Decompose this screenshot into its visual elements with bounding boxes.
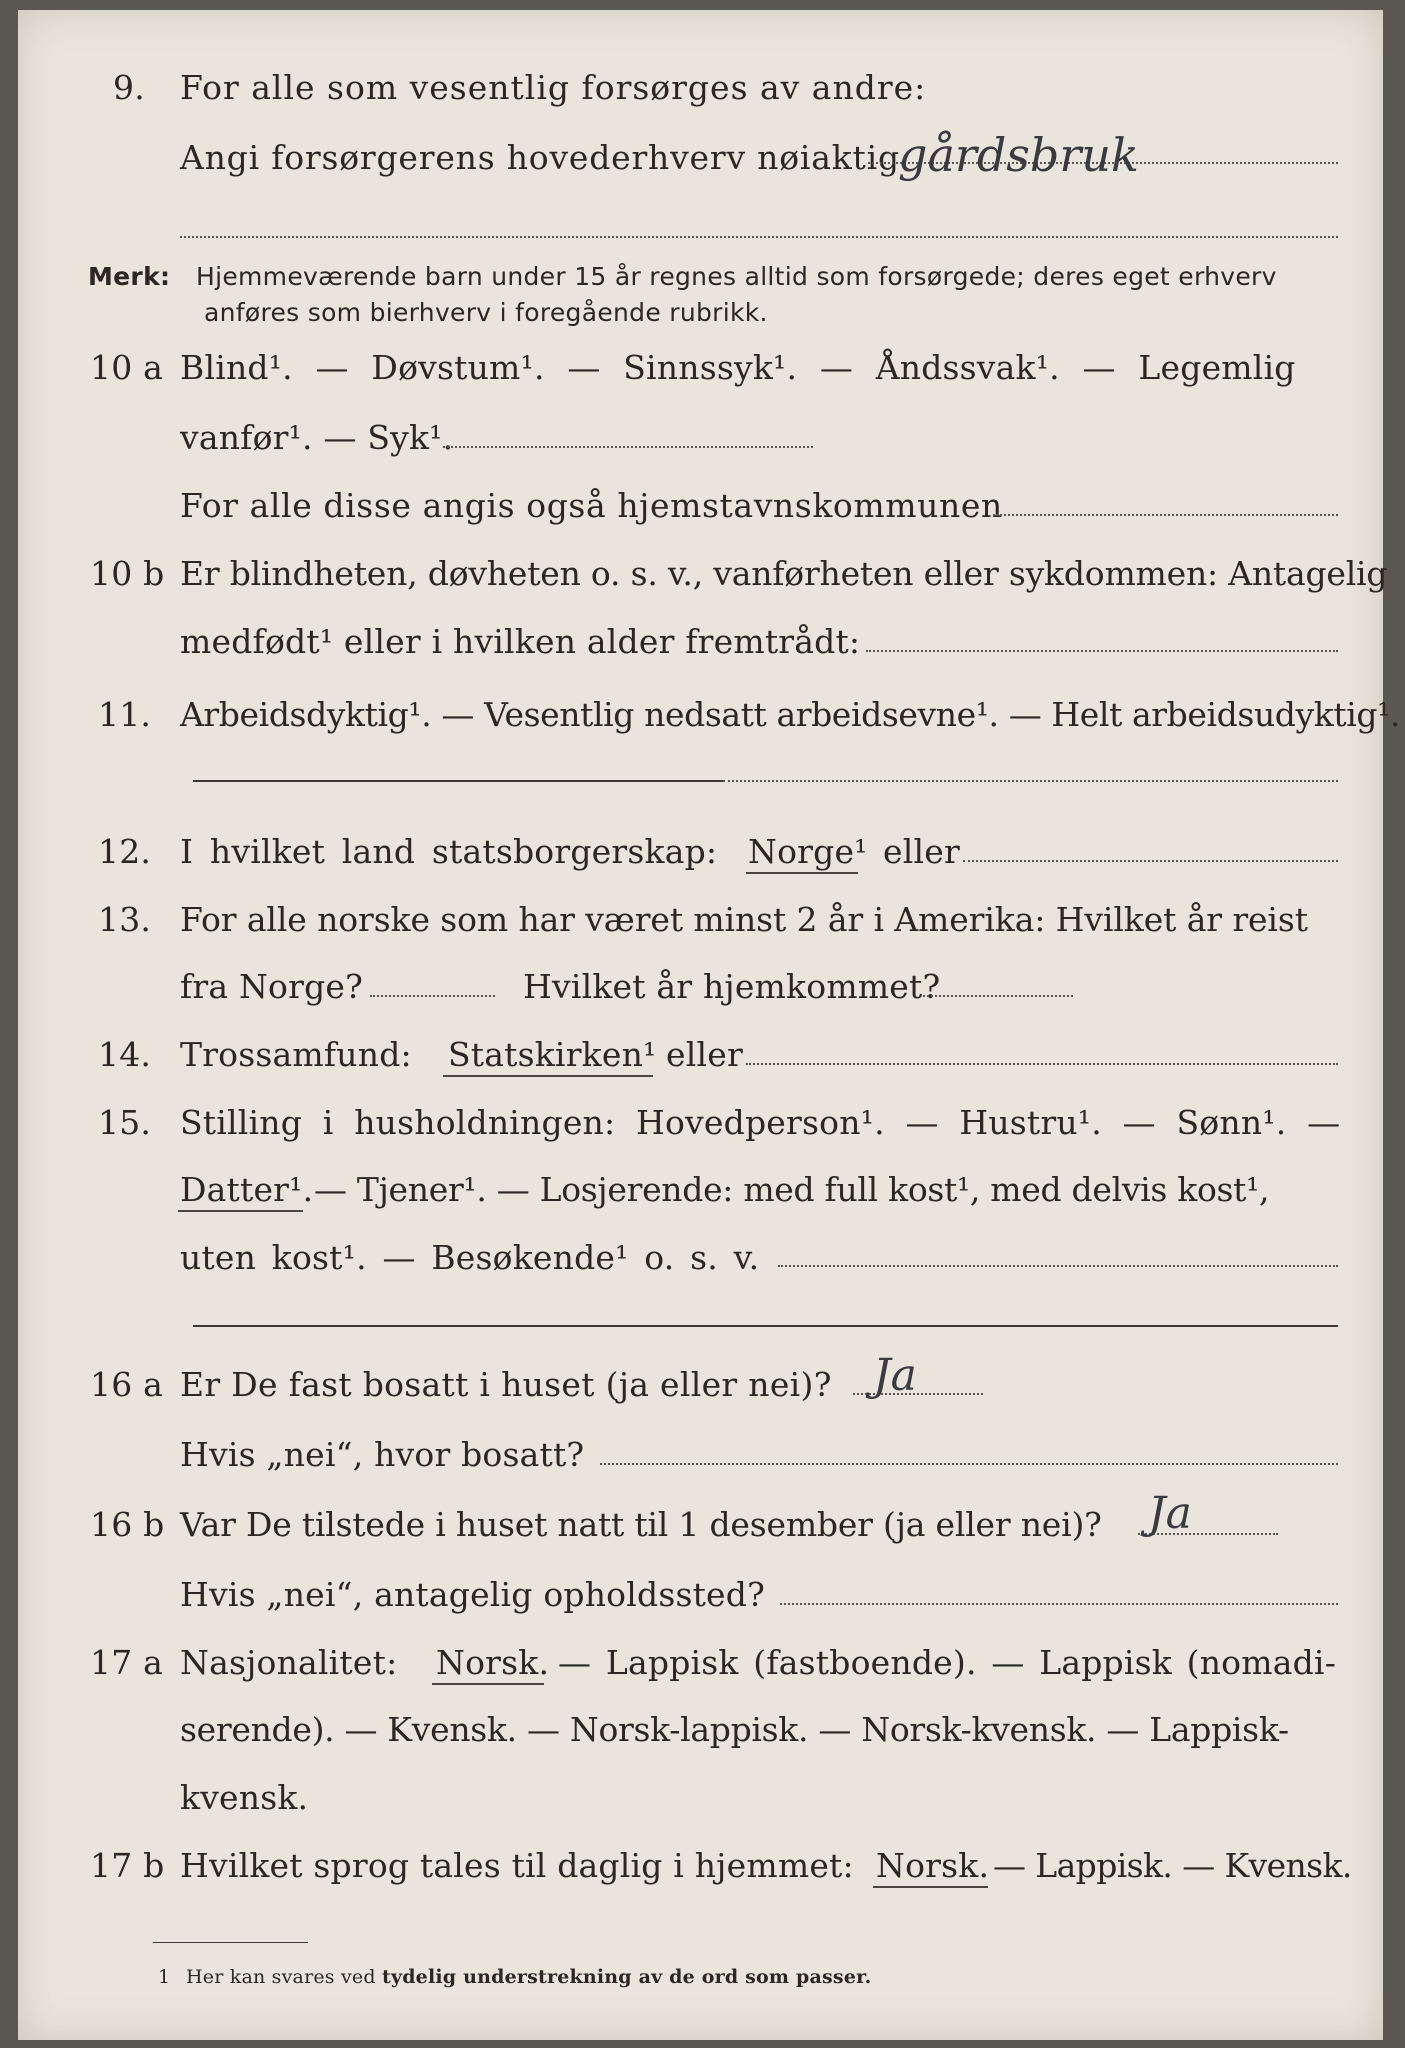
q13-line2b: Hvilket år hjemkommet?	[523, 967, 941, 1006]
q10b-answer-line	[866, 650, 1338, 652]
q9-line2: Angi forsørgerens hovederhverv nøiaktig	[180, 138, 900, 177]
footnote-text-bold: tydelig understrekning av de ord som passer.	[381, 1966, 872, 1988]
q10b-number: 10 b	[90, 554, 165, 593]
q14-label: Trossamfund:	[180, 1035, 412, 1074]
footnote-text	[186, 1966, 871, 1988]
q12-eller: eller	[883, 832, 960, 871]
q10a-line3: For alle disse angis også hjemstavnskommunen	[180, 486, 1003, 525]
q16a-bosatt-line	[600, 1463, 1338, 1465]
q12-number: 12.	[98, 832, 152, 871]
q16b-line2: Hvis „nei“, antagelig opholdssted?	[180, 1575, 765, 1614]
q16b-line1: Var De tilstede i huset natt til 1 desember (ja eller nei)?	[180, 1505, 1102, 1544]
q16a-line1: Er De fast bosatt i huset (ja eller nei)?	[180, 1365, 832, 1404]
census-form-page	[18, 10, 1401, 2040]
q16a-handwritten-answer: Ja	[873, 1350, 917, 1401]
q17a-norsk-underline	[432, 1683, 544, 1685]
q10a-line2: vanfør¹. — Syk¹.	[180, 418, 454, 457]
q17b-line1a: Hvilket sprog tales til daglig i hjemmet:	[180, 1846, 854, 1885]
q17b-norsk-underline	[873, 1886, 988, 1888]
q15-number: 15.	[98, 1103, 152, 1142]
q16a-number: 16 a	[90, 1365, 163, 1404]
q15-datter-underline	[178, 1210, 303, 1212]
q9-line1: For alle som vesentlig forsørges av andre:	[180, 68, 927, 107]
q15-line3: uten kost¹. — Besøkende¹ o. s. v.	[180, 1238, 760, 1277]
q13-line2a: fra Norge?	[180, 967, 364, 1006]
q11-underline	[193, 780, 723, 782]
q10a-answer-line	[443, 446, 813, 448]
q14-answer-line	[746, 1063, 1338, 1065]
q15-line2: — Tjener¹. — Losjerende: med full kost¹, med delvis kost¹,	[314, 1170, 1270, 1209]
q9-number: 9.	[113, 68, 145, 107]
q10a-line1: Blind¹. — Døvstum¹. — Sinnssyk¹. — Åndssvak¹. — Legemlig	[180, 348, 1296, 387]
q17a-number: 17 a	[90, 1643, 163, 1682]
q16b-handwritten-answer: Ja	[1148, 1488, 1192, 1539]
q17b-number: 17 b	[90, 1846, 165, 1885]
q13-reist-line	[370, 995, 495, 997]
q10b-line1: Er blindheten, døvheten o. s. v., vanførheten eller sykdommen: Antagelig	[180, 554, 1388, 593]
q15-datter: Datter¹.	[180, 1170, 314, 1209]
q13-line1: For alle norske som har været minst 2 år i Amerika: Hvilket år reist	[180, 900, 1308, 939]
q17a-norsk: Norsk.	[436, 1643, 550, 1682]
footnote-rule	[153, 1942, 308, 1943]
q11-answer-line	[723, 780, 1338, 782]
q16b-opholdssted-line	[780, 1603, 1338, 1605]
q13-number: 13.	[98, 900, 152, 939]
q16a-line2: Hvis „nei“, hvor bosatt?	[180, 1435, 585, 1474]
q9-handwritten-answer: gårdsbruk	[898, 128, 1139, 182]
q12-line: I hvilket land statsborgerskap:	[180, 832, 718, 871]
q15-answer-line	[778, 1265, 1338, 1267]
q17a-label: Nasjonalitet:	[180, 1643, 398, 1682]
merk-line1: Hjemmeværende barn under 15 år regnes alltid som forsørgede; deres eget erhverv	[196, 262, 1277, 291]
q11-line1: Arbeidsdyktig¹. — Vesentlig nedsatt arbeidsevne¹. — Helt arbeidsudyktig¹.	[180, 695, 1401, 734]
footnote-text-plain: Her kan svares ved	[186, 1966, 376, 1988]
merk-line2: anføres som bierhverv i foregående rubrikk.	[204, 298, 768, 327]
q13-hjemkommet-line	[923, 995, 1073, 997]
q17a-line3: kvensk.	[180, 1778, 309, 1817]
q15-separator	[193, 1325, 1338, 1327]
merk-label: Merk:	[88, 262, 171, 291]
q12-norge: Norge¹	[748, 832, 868, 871]
q14-eller: eller	[666, 1035, 743, 1074]
q10a-number: 10 a	[90, 348, 163, 387]
q12-answer-line	[963, 860, 1338, 862]
q17a-line1: — Lappisk (fastboende). — Lappisk (nomadi-	[558, 1643, 1337, 1682]
q11-number: 11.	[98, 695, 152, 734]
q14-statskirken: Statskirken¹	[448, 1035, 657, 1074]
q17b-norsk: Norsk.	[876, 1846, 990, 1885]
q16b-number: 16 b	[90, 1505, 165, 1544]
q12-norge-underline	[746, 872, 858, 874]
q14-statskirken-underline	[443, 1075, 653, 1077]
footnote-mark: 1	[158, 1966, 171, 1988]
q17b-line1b: — Lappisk. — Kvensk.	[993, 1846, 1352, 1885]
q9-extra-line	[180, 236, 1338, 238]
q14-number: 14.	[98, 1035, 152, 1074]
q17a-line2: serende). — Kvensk. — Norsk-lappisk. — Norsk-kvensk. — Lappisk-	[180, 1710, 1289, 1749]
q10b-line2: medfødt¹ eller i hvilken alder fremtrådt:	[180, 622, 861, 661]
q15-line1: Stilling i husholdningen: Hovedperson¹. — Hustru¹. — Sønn¹. —	[180, 1103, 1341, 1142]
q10a-hjemstavn-line	[993, 514, 1338, 516]
